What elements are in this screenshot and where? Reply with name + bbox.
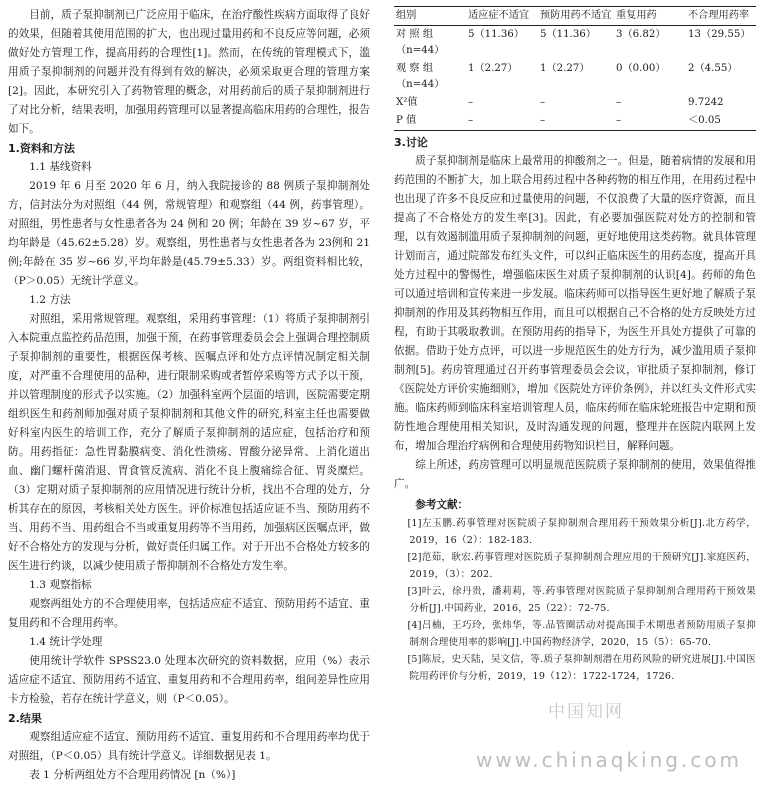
table-cell: 9.7242	[688, 97, 724, 108]
results-table	[394, 6, 756, 131]
table-cell: X²值	[396, 97, 418, 108]
watermark-url: www.chinaqking.com	[476, 748, 743, 772]
table-cell: –	[616, 97, 622, 108]
table-row	[394, 26, 756, 61]
table-cell: 5（11.36）	[468, 29, 525, 40]
conclusion-paragraph: 综上所述，药房管理可以明显规范医院质子泵抑制剂的使用，效果值得推广。	[394, 459, 756, 490]
discussion-paragraph: 质子泵抑制剂是临床上最常用的抑酸剂之一。但是，随着病情的发展和用药范围的不断扩大，加上联合用药过程中各种药物的相互作用，在用药过程中也出现了许多不良反应和过量使用的问题，不仅浪费了大量的医疗资源，而且提高了不合格处方的发生率[3]。因此，有必要加强医院对处方的控制和管理，以有效遏制滥用质子泵抑制剂的问题，更好地使用这类药物。就具体管理计划而言，通过院部发布红头文件，可以纠正临床医生的用药态度，提高开具处方过程中的警惕性，增强临床医生对质子泵抑制剂的认识[4]。药师的角色可以通过培训和宣传来进一步发展。临床药师可以指导医生更好地了解质子泵抑制剂的作用及其药物相互作用，而且可以根据自己不合格的处方反映处方过程，有助于其吸取教训。在预防用药的指导下，为医生开具处方提供了可靠的依据。借助于处方点评，可以进一步规范医生的处方行为，减少滥用质子泵抑制剂[5]。药房管理通过召开药事管理委员会会议，审批质子泵抑制剂，修订《医院处方评价实施细则》，增加《医院处方评价条例》，并以红头文件形式实施。临床药师到临床科室培训管理人员，临床药师在临床轮班报告中定期和预防性地合理使用相关知识，及时沟通发现的问题，整理并在医院内联网上发布，增加合理治疗病例和合理使用药物知识栏目，解释问题。	[394, 155, 756, 452]
reference-item: [1]左玉鹏.药事管理对医院质子泵抑制剂合理用药干预效果分析[J].北方药学，2019，16（2）：182-183.	[407, 518, 756, 546]
table-cell: 5（11.36）	[540, 29, 597, 40]
table-cell: –	[540, 97, 546, 108]
table-cell: P 值	[396, 115, 417, 126]
intro-paragraph: 目前，质子泵抑制剂已广泛应用于临床，在治疗酸性疾病方面取得了良好的效果，但随着其使用范围的扩大，也出现过量用药和不良反应等问题，必须做好处方管理工作，提高用药的合理性[1]。然而，在传统的管理模式下，滥用质子泵抑制剂的问题并没有得到有效的解决，必须采取更合理的管理方案[2]。因此，本研究引入了药物管理的概念，对用药前后的质子泵抑制剂进行了对比分析，结果表明，加强用药管理可以显著提高临床用药的合理性，报告如下。	[8, 9, 370, 135]
references-list	[394, 515, 756, 685]
section-1-2-heading: 1.2 方法	[29, 294, 71, 306]
table-cell: 1（2.27）	[468, 63, 518, 74]
table-cell: 3（6.82）	[616, 29, 666, 40]
table-cell: –	[468, 115, 474, 126]
methods-paragraph: 对照组，采用常规管理。观察组，采用药事管理：（1）将质子泵抑制剂引入本院重点监控药品范围，加强干预，在药事管理委员会会上强调合理控制质子泵抑制剂的重要性，根据医保考核、医嘱点评和处方点评情况制定相关制度，对严重不合理使用的品种，进行限制采购或者暂停采购等方式予以干预，并以管理制度的形式予以实施。（2）加强科室两个层面的培训，医院需要定期组织医生和药剂师加强对质子泵抑制剂和其他文件的研究,科室主任也需要做好科室内医生的培训工作，充分了解质子泵抑制剂的适应症，包括治疗和预防。用药指征：急性胃黏膜病变、消化性溃疡、胃酸分泌异常、上消化道出血、幽门螺杆菌消退、胃食管反流病、消化不良上腹痛综合征、胃炎糜烂。（3）定期对质子泵抑制剂的应用情况进行统计分析，找出不合理的处方，分析其存在的原因，考核相关处方医生。评价标准包括适应证不当、预防用药不当、用药不当、用药组合不当或重复用药等不当用药，加强病区医嘱点评，做好不合格处方的发现与分析，做好责任归属工作。对于开出不合格处方较多的医生进行约谈，以减少使用质子帮抑制剂不合格处方发生率。	[8, 313, 370, 572]
reference-item: [4]吕楠，王巧玲，张炜华，等.品管圈活动对提高围手术期患者预防用质子泵抑制剂合理使用率的影响[J].中国药物经济学，2020，15（5）：65-70.	[407, 620, 756, 648]
table-row	[394, 94, 756, 112]
section-1-heading: 1.资料和方法	[8, 142, 75, 155]
table-header-cell: 重复用药	[616, 10, 657, 21]
section-3-heading: 3.讨论	[394, 136, 428, 149]
table-header-row	[394, 7, 756, 26]
table-header-cell: 组别	[396, 10, 417, 21]
baseline-paragraph: 2019 年 6 月至 2020 年 6 月，纳入我院接诊的 88 例质子泵抑制剂处方，信封法分为对照组（44 例，常规管理）和观察组（44 例，药事管理）。对照组，男性患者与女性患者各为 24 例和 20 例；年龄在 39 岁~67 岁，平均年龄是（45.62±5.28）岁。观察组，男性患者与女性患者各为 23例和 21 例;年龄在 35 岁~66 岁,平均年龄是(45.79±5.33）岁。两组资料相比较，（P＞0.05）无统计学意义。	[8, 180, 370, 287]
indicators-paragraph: 观察两组处方的不合理使用率，包括适应症不适宜、预防用药不适宜、重复用药和不合理用药率。	[8, 598, 370, 629]
table-cell: –	[540, 115, 546, 126]
table-cell: 2（4.55）	[688, 63, 738, 74]
table-row	[394, 112, 756, 131]
watermark-logo: 中国知网	[548, 702, 624, 722]
table-cell: 1（2.27）	[540, 63, 590, 74]
table-cell: 对 照 组（n=44）	[396, 29, 445, 56]
section-1-4-heading: 1.4 统计学处理	[29, 636, 103, 648]
left-column	[8, 6, 370, 785]
results-paragraph: 观察组适应症不适宜、预防用药不适宜、重复用药和不合理用药率均优于对照组，（P＜0.05）具有统计学意义。详细数据见表 1。	[8, 731, 370, 762]
table-cell: 0（0.00）	[616, 63, 666, 74]
table-row	[394, 60, 756, 94]
table-header-cell: 不合理用药率	[688, 10, 750, 21]
section-2-heading: 2.结果	[8, 712, 42, 725]
table-caption: 表 1 分析两组处方不合理用药情况 [n（%）]	[29, 769, 236, 781]
table-cell: 观 察 组（n=44）	[396, 63, 445, 90]
section-1-3-heading: 1.3 观察指标	[29, 579, 92, 591]
table-cell: 13（29.55）	[688, 29, 751, 40]
table-cell: ＜0.05	[688, 115, 721, 126]
right-column	[394, 6, 756, 685]
statistics-paragraph: 使用统计学软件 SPSS23.0 处理本次研究的资料数据，应用（%）表示适应症不适宜、预防用药不适宜、重复用药和不合理用药率，组间差异性应用卡方检验，若存在统计学意义，则（P＜0.05）。	[8, 655, 370, 705]
table-header-cell: 适应症不适宜	[468, 10, 530, 21]
table-cell: –	[616, 115, 622, 126]
reference-item: [5]陈辰，史天陆，吴文信，等.质子泵抑制剂潜在用药风险的研究进展[J].中国医院用药评价与分析，2019，19（12）：1722-1724，1726.	[407, 654, 756, 682]
reference-item: [3]叶云，徐丹贵，潘莉莉，等.药事管理对医院质子泵抑制剂合理用药干预效果分析[J].中国药业，2016，25（22）：72-75.	[407, 586, 756, 614]
references-heading: 参考文献：	[415, 499, 469, 511]
table-cell: –	[468, 97, 474, 108]
table-header-cell: 预防用药不适宜	[540, 10, 612, 21]
section-1-1-heading: 1.1 基线资料	[29, 161, 92, 173]
reference-item: [2]范茹，耿宏.药事管理对医院质子泵抑制剂合理应用的干预研究[J].家庭医药，2019，（3）：202.	[407, 552, 756, 580]
